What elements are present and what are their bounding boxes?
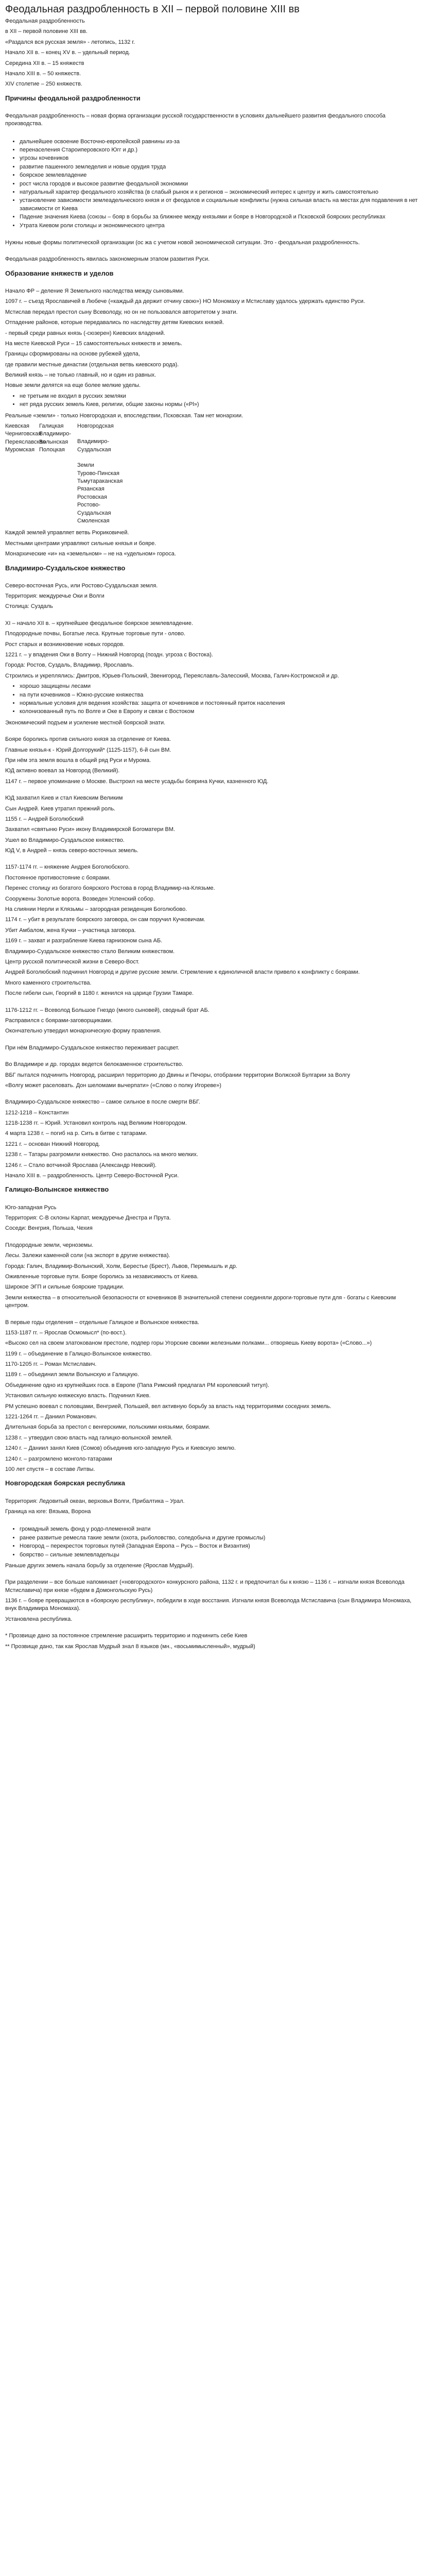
paragraph: Захватил «святыню Руси» икону Владимирской Богоматери ВМ. — [5, 826, 176, 833]
paragraph: 1218-1238 гг. – Юрий. Установил контроль над Великим Новгородом. — [5, 1120, 187, 1127]
section-heading: Причины феодальной раздробленности — [5, 94, 141, 102]
lands-column — [77, 422, 124, 525]
paragraph: Андрей Боголюбский подчинил Новгород и другие русские земли. Стремление к единоличной власти привело к конфликту с боярами. — [5, 969, 360, 976]
list-item: • нет ряда русских земель Киев, религии, общие законы нормы («Pl») — [20, 401, 421, 409]
paragraph: Экономический подъем и усиление местной боярской знати. — [5, 719, 166, 726]
paragraph: Границы сформированы на основе рубежей удела, — [5, 351, 140, 358]
spacer — [5, 1001, 421, 1007]
spacer — [5, 1313, 421, 1319]
paragraph: 1221 г. – у впадения Оки в Волгу – Нижний Новгород (поздн. угроза с Востока). — [5, 652, 213, 658]
paragraph: 1155 г. – Андрей Боголюбский — [5, 816, 84, 822]
page-title: Феодальная раздробленность в XII – первой половине XIII вв — [5, 4, 300, 15]
paragraph: XIV столетие – 250 княжеств. — [5, 81, 82, 88]
land-name: Галицкая — [39, 423, 64, 430]
paragraph: 1153-1187 гг. – Ярослав Осмомысл* (по-вост.). — [5, 1329, 127, 1336]
paragraph: Северо-восточная Русь, или Ростово-Суздальская земля. — [5, 582, 158, 589]
land-name — [39, 478, 75, 485]
paragraph: Ушел во Владимиро-Суздальское княжество. — [5, 837, 125, 843]
section-heading: Владимиро-Суздальское княжество — [5, 564, 126, 572]
spacer — [5, 281, 421, 287]
lands-column — [39, 422, 75, 525]
paragraph: 1169 г. – захват и разграбление Киева гарнизоном сына АБ. — [5, 938, 163, 944]
paragraph: Монархические «и» на «земельном» – не на «удельном» гороса. — [5, 551, 176, 557]
paragraph: Соседи: Венгрия, Польша, Чехия — [5, 1225, 93, 1232]
paragraph: Начало XII в. – конец XV в. – удельный период. — [5, 49, 130, 56]
paragraph: Во Владимире и др. городах ведется белокаменное строительство. — [5, 1061, 184, 1068]
paragraph: ЮД V, в Андрей – князь северо-восточных земель. — [5, 848, 138, 854]
bullet-list — [5, 1526, 421, 1559]
list-item: • боярское землевладение — [20, 172, 421, 179]
paragraph: 1240 г. – Даниил занял Киев (Сомов) объединив юго-западную Русь и Киевскую землю. — [5, 1445, 236, 1452]
paragraph: На месте Киевской Руси – 15 самостоятельных княжеств и земель. — [5, 340, 183, 347]
paragraph: Территория: С-В склоны Карпат, междуречье Днестра и Прута. — [5, 1214, 171, 1221]
paragraph: Середина XII в. – 15 княжеств — [5, 60, 84, 66]
list-item: • угрозы кочевников — [20, 155, 421, 162]
footnote: * Прозвище дано за постоянное стремление расширить территорию и подчинить себе Киев — [5, 1633, 248, 1639]
section-heading: Образование княжеств и уделов — [5, 269, 114, 277]
paragraph: Нужны новые формы политической организации (ос жа с учетом новой экономической ситуации. Это - феодальная раздробленность. — [5, 240, 360, 246]
paragraph: Сын Андрей. Киев утратил прежний роль. — [5, 805, 116, 812]
paragraph: 1199 г. – объединение в Галицко-Волынское княжество. — [5, 1350, 152, 1357]
land-name — [39, 454, 75, 462]
spacer — [5, 249, 421, 256]
paragraph: Отпадение районов, которые передавались по наследству детям Киевских князей. — [5, 319, 224, 326]
list-item: • нормальные условия для ведения хозяйства: защита от кочевников и постоянный приток населения — [20, 700, 421, 707]
lands-table — [5, 422, 421, 525]
paragraph: Установил сильную княжескую власть. Подчинил Киев. — [5, 1393, 151, 1399]
land-name: Владимиро-Волынская — [39, 431, 72, 445]
list-item: • натуральный характер феодального хозяйства (в слабый рынок и к регионов – экономический интерес к центру и жить самостоятельно — [20, 189, 421, 196]
land-name: Смоленская — [77, 517, 110, 524]
paragraph: Новые земли делятся на еще более мелкие уделы. — [5, 382, 141, 389]
list-item: • Падение значения Киева (союзы – бояр в борьбы за ближнее между князьями и бояре в Новгородской и Псковской боярских республиках — [20, 213, 421, 221]
land-name: Полоцкая — [39, 447, 65, 453]
list-item: • колонизованный путь по Волге и Оке в Европу и связи с Востоком — [20, 708, 421, 716]
land-name: Ростово-Суздальская — [77, 502, 111, 516]
land-name: Черниговская — [5, 431, 42, 437]
paragraph: Установлена республика. — [5, 1616, 73, 1622]
paragraph: «Раздался вся русская земля» - летопись, 1132 г. — [5, 39, 135, 45]
spacer — [5, 106, 421, 112]
paragraph: Граница на юге: Вязьма, Ворона — [5, 1508, 91, 1515]
paragraph: 1238 г. – Татары разгромили княжество. Оно распалось на много мелких. — [5, 1151, 198, 1158]
paragraph: Окончательно утвердил монархическую форму правления. — [5, 1028, 162, 1035]
land-name: Муромская — [5, 447, 35, 453]
paragraph: Рост старых и возникновение новых городов. — [5, 641, 125, 648]
spacer — [5, 131, 421, 137]
paragraph: Оживленные торговые пути. Бояре боролись за независимость от Киева. — [5, 1273, 199, 1280]
list-item: • перенаселения Староиперовского Югг и др.) — [20, 146, 421, 154]
paragraph: Постоянное противостояние с боярами. — [5, 874, 111, 881]
paragraph: Плодородные почвы, Богатые леса. Крупные торговые пути - олово. — [5, 631, 186, 637]
paragraph: 1221-1264 гг. – Даниил Романович. — [5, 1414, 97, 1420]
land-name: Турово-Пинская — [77, 470, 119, 477]
paragraph: Много каменного строительства. — [5, 979, 92, 986]
land-name — [39, 462, 75, 470]
paragraph: 1238 г. – утвердил свою власть над галицко-волынской землей. — [5, 1434, 173, 1441]
list-item: • дальнейшее освоение Восточно-европейской равнины из-за — [20, 138, 421, 146]
spacer — [5, 1055, 421, 1061]
list-item: • боярство – сильные землевладельцы — [20, 1551, 421, 1559]
land-name: Тьмутараканская — [77, 478, 123, 484]
land-name: Владимиро-Суздальская — [77, 438, 111, 453]
land-name — [77, 430, 124, 438]
paragraph: Главные князья-к - Юрий Долгорукий* (1125-1157), 6-й сын ВМ. — [5, 747, 171, 753]
paragraph: В первые годы отделения – отдельные Галицкое и Волынское княжества. — [5, 1319, 200, 1326]
list-item: • развитие пашенного земледелия и новые орудия труда — [20, 163, 421, 171]
land-name: Ростовская — [77, 494, 107, 500]
paragraph: ВБГ пытался подчинить Новгород, расширил территорию до Двины и Печоры, отобрании территории Волжской Булгарии за Волгу — [5, 1072, 351, 1078]
paragraph: Начало XIII в. – раздробленность. Центр Северо-Восточной Руси. — [5, 1173, 179, 1179]
spacer — [5, 1038, 421, 1044]
paragraph: Города: Ростов, Суздаль, Владимир, Ярославль. — [5, 662, 134, 669]
paragraph: Территория: междуречье Оки и Волги — [5, 593, 104, 600]
paragraph: Столица: Суздаль — [5, 603, 53, 610]
paragraph: 1240 г. – разгромлено монголо-татарами — [5, 1455, 112, 1462]
paragraph: в XII – первой половине XIII вв. — [5, 28, 88, 35]
paragraph: Феодальная раздробленность явилась закономерным этапом развития Руси. — [5, 256, 210, 263]
section-heading: Новгородская боярская республика — [5, 1479, 125, 1487]
footnote: ** Прозвище дано, так как Ярослав Мудрый знал 8 языков (мн., «восьмимысленный», мудрый) — [5, 1643, 255, 1650]
land-name — [77, 454, 124, 462]
paragraph: Феодальная раздробленность – новая форма организации русской государственности в условиях дальнейшего развития феодального способа производства. — [5, 112, 386, 127]
paragraph: Юго-западная Русь — [5, 1204, 57, 1211]
paragraph: 1221 г. – основан Нижний Новгород. — [5, 1141, 100, 1147]
paragraph: Территория: Ледовитый океан, верховья Волги, Прибалтика – Урал. — [5, 1498, 185, 1504]
land-name: Переяславская — [5, 438, 46, 445]
spacer — [5, 730, 421, 736]
spacer — [5, 614, 421, 620]
paragraph: 4 марта 1238 г. – погиб на р. Сить в битве с татарами. — [5, 1130, 147, 1137]
spacer — [5, 1626, 421, 1632]
paragraph: На слиянии Нерли и Клязьмы – загородная резиденция Боголюбово. — [5, 906, 187, 913]
paragraph: XI – начало XII в. – крупнейшее феодальное боярское землевладение. — [5, 620, 193, 626]
paragraph: 1157-1174 гг. – княжение Андрея Боголюбского. — [5, 864, 130, 871]
paragraph: При разделении – все больше напоминает («новгородского» конкурсного района, 1132 г. и предпочитал бы к князю – 1136 г. – изгнали князя Всеволода Мстиславича) при князе «будем в Домонгольскую Русь) — [5, 1579, 405, 1594]
paragraph: Убит Амбалом, жена Кучки – участница заговора. — [5, 927, 136, 934]
spacer — [5, 233, 421, 239]
paragraph: ЮД захватил Киев и стал Киевским Великим — [5, 795, 123, 802]
lands-column — [5, 422, 46, 525]
bullet-list — [5, 138, 421, 230]
spacer — [5, 1198, 421, 1204]
list-item: • рост числа городов и высокое развитие феодальной экономики — [20, 180, 421, 188]
paragraph: 1136 г. – бояре превращаются в «боярскую республику», победили в ходе восстания. Изгнали князя Всеволода Мстиславича (сын Владимира Мономаха, внук Владимира Мономаха). — [5, 1598, 412, 1612]
list-item: • Утрата Киевом роли столицы и экономического центра — [20, 222, 421, 230]
paragraph: Местными центрами управляют сильные князья и бояре. — [5, 540, 156, 547]
paragraph: 1174 г. – убит в результате боярского заговора, он сам поручил Кучковичам. — [5, 917, 205, 923]
paragraph: Владимиро-Суздальское княжество стало Великим княжеством. — [5, 948, 175, 955]
land-name: Новгородская — [77, 423, 114, 430]
spacer — [5, 576, 421, 582]
spacer — [5, 1572, 421, 1579]
paragraph: 1212-1218 – Константин — [5, 1109, 69, 1116]
paragraph: Перенес столицу из богатого боярского Ростова в город Владимир-на-Клязьме. — [5, 885, 215, 892]
spacer — [5, 857, 421, 863]
list-item: • ранее развитые ремесла такие земли (охота, рыболовство, соледобыча и другие промыслы) — [20, 1534, 421, 1542]
list-item: • громадный земель фонд у родо-племенной знати — [20, 1526, 421, 1533]
paragraph: «Высоко сел на своем златокованом престоле, подпер горы Угорские своими железными полками... отворяешь Киеву ворота» («Слово...») — [5, 1340, 372, 1347]
paragraph: Раньше других земель начала борьбу за отделение (Ярослав Мудрый). — [5, 1562, 194, 1569]
paragraph: Строились и укреплялись: Дмитров, Юрьев-Польский, Звенигород, Переяславль-Залесский, Москва, Галич-Костромской и др. — [5, 672, 339, 679]
section-heading: Галицко-Волынское княжество — [5, 1185, 109, 1194]
paragraph: Центр русской политической жизни в Северо-Вост. — [5, 958, 139, 965]
land-name: Земли — [77, 462, 94, 469]
paragraph: Расправился с боярами-заговорщиками. — [5, 1017, 113, 1024]
list-item: • хорошо защищены лесами — [20, 683, 421, 690]
paragraph: ЮД активно воевал за Новгород (Великий). — [5, 768, 120, 774]
list-item: • Новгород – перекресток торговых путей (Западная Европа – Русь – Восток и Византия) — [20, 1543, 421, 1550]
bullet-list — [5, 393, 421, 409]
list-item: • на пути кочевников – Южно-русские княжества — [20, 691, 421, 699]
paragraph: РМ успешно воевал с половцами, Венгрией, Польшей, вел активную борьбу за власть над территориями соседних земель. — [5, 1403, 332, 1410]
paragraph: Великий князь – не только главный, но и один из равных. — [5, 372, 156, 379]
paragraph: - первый среди равных князь (-сюзерен) Киевских владений. — [5, 330, 165, 336]
paragraph: Феодальная раздробленность — [5, 18, 85, 24]
spacer — [5, 788, 421, 794]
paragraph: Начало XIII в. – 50 княжеств. — [5, 70, 81, 77]
paragraph: 100 лет спустя – в составе Литвы. — [5, 1466, 95, 1472]
paragraph: «Волгу может раселовать. Дон шеломами вычерпати» («Слово о полку Игореве») — [5, 1082, 221, 1089]
paragraph: Длительная борьба за престол с венгерскими, польскими князьями, боярами. — [5, 1424, 211, 1431]
paragraph: Плодородные земли, черноземы. — [5, 1242, 94, 1248]
paragraph: При нём Владимиро-Суздальское княжество переживает расцвет. — [5, 1044, 180, 1051]
land-name — [39, 493, 75, 501]
spacer — [5, 1492, 421, 1498]
paragraph: Бояре боролись против сильного князя за отделение от Киева. — [5, 736, 171, 743]
paragraph: Широкое ЭГП и сильные боярские традиции. — [5, 1284, 125, 1291]
spacer — [5, 1518, 421, 1524]
spacer — [5, 1092, 421, 1098]
list-item: • не третьим не входил в русских земляки — [20, 393, 421, 400]
bullet-list — [5, 683, 421, 716]
land-name: Рязанская — [77, 486, 104, 493]
paragraph: Реальные «земли» - только Новгородская и, впоследствии, Псковская. Там нет монархии. — [5, 412, 243, 419]
land-name — [39, 470, 75, 478]
paragraph: 1176-1212 гг. – Всеволод Большое Гнездо (много сыновей), сводный брат АБ. — [5, 1007, 210, 1013]
paragraph: 1097 г. – съезд Ярославичей в Любече («каждый да держит отчину свою») НО Мономаху и Мстиславу удалось удержать единство Руси. — [5, 298, 365, 305]
paragraph: Владимиро-Суздальское княжество – самое сильное в после смерти ВБГ. — [5, 1099, 200, 1106]
land-name — [39, 485, 75, 493]
paragraph: Земли княжества – в относительной безопасности от кочевников В значительной степени соединяли дороги-торговые пути для - богаты с Киевским центром. — [5, 1294, 396, 1309]
paragraph: После гибели сын, Георгий в 1180 г. женился на царице Грузии Тамаре. — [5, 990, 194, 997]
paragraph: Каждой землей управляет ветвь Рюриковичей. — [5, 530, 129, 536]
land-name: Киевская — [5, 423, 30, 430]
paragraph: Города: Галич, Владимир-Волынский, Холм, Берестье (Брест), Львов, Перемышль и др. — [5, 1263, 238, 1269]
paragraph: где правили местные династии (отдельная ветвь киевского рода). — [5, 361, 179, 368]
paragraph: Лесы. Залежи каменной соли (на экспорт в другие княжества). — [5, 1252, 170, 1259]
document-body — [5, 18, 421, 1651]
paragraph: Сооружены Золотые ворота. Возведен Успенский собор. — [5, 895, 155, 902]
paragraph: Начало ФР – деление Я Земельного наследства между сыновьями. — [5, 287, 184, 294]
paragraph: При нём эта земля вошла в общий ряд Руси и Мурома. — [5, 757, 151, 764]
paragraph: 1147 г. – первое упоминание о Москве. Выстроил на месте усадьбы боярина Кучки, казненного ЮД. — [5, 778, 269, 785]
list-item: • установление зависимости землеадельческого князя и от феодалов и социальные конфликты (нужна сильная власть на местах для подавления в нет зависимости от Киева — [20, 197, 421, 213]
spacer — [5, 1235, 421, 1242]
paragraph: 1246 г. – Стало вотчиной Ярослава (Александр Невский). — [5, 1162, 157, 1168]
paragraph: 1189 г. – объединил земли Волынскую и Галицкую. — [5, 1371, 139, 1378]
paragraph: Мстислав передал престол сыну Всеволоду, но он не пользовался авторитетом у знати. — [5, 309, 238, 315]
paragraph: Объединение одно из крупнейших госв. в Европе (Папа Римский предлагал РМ королевский титул). — [5, 1382, 270, 1388]
paragraph: 1170-1205 гг. – Роман Мстиславич. — [5, 1361, 97, 1368]
